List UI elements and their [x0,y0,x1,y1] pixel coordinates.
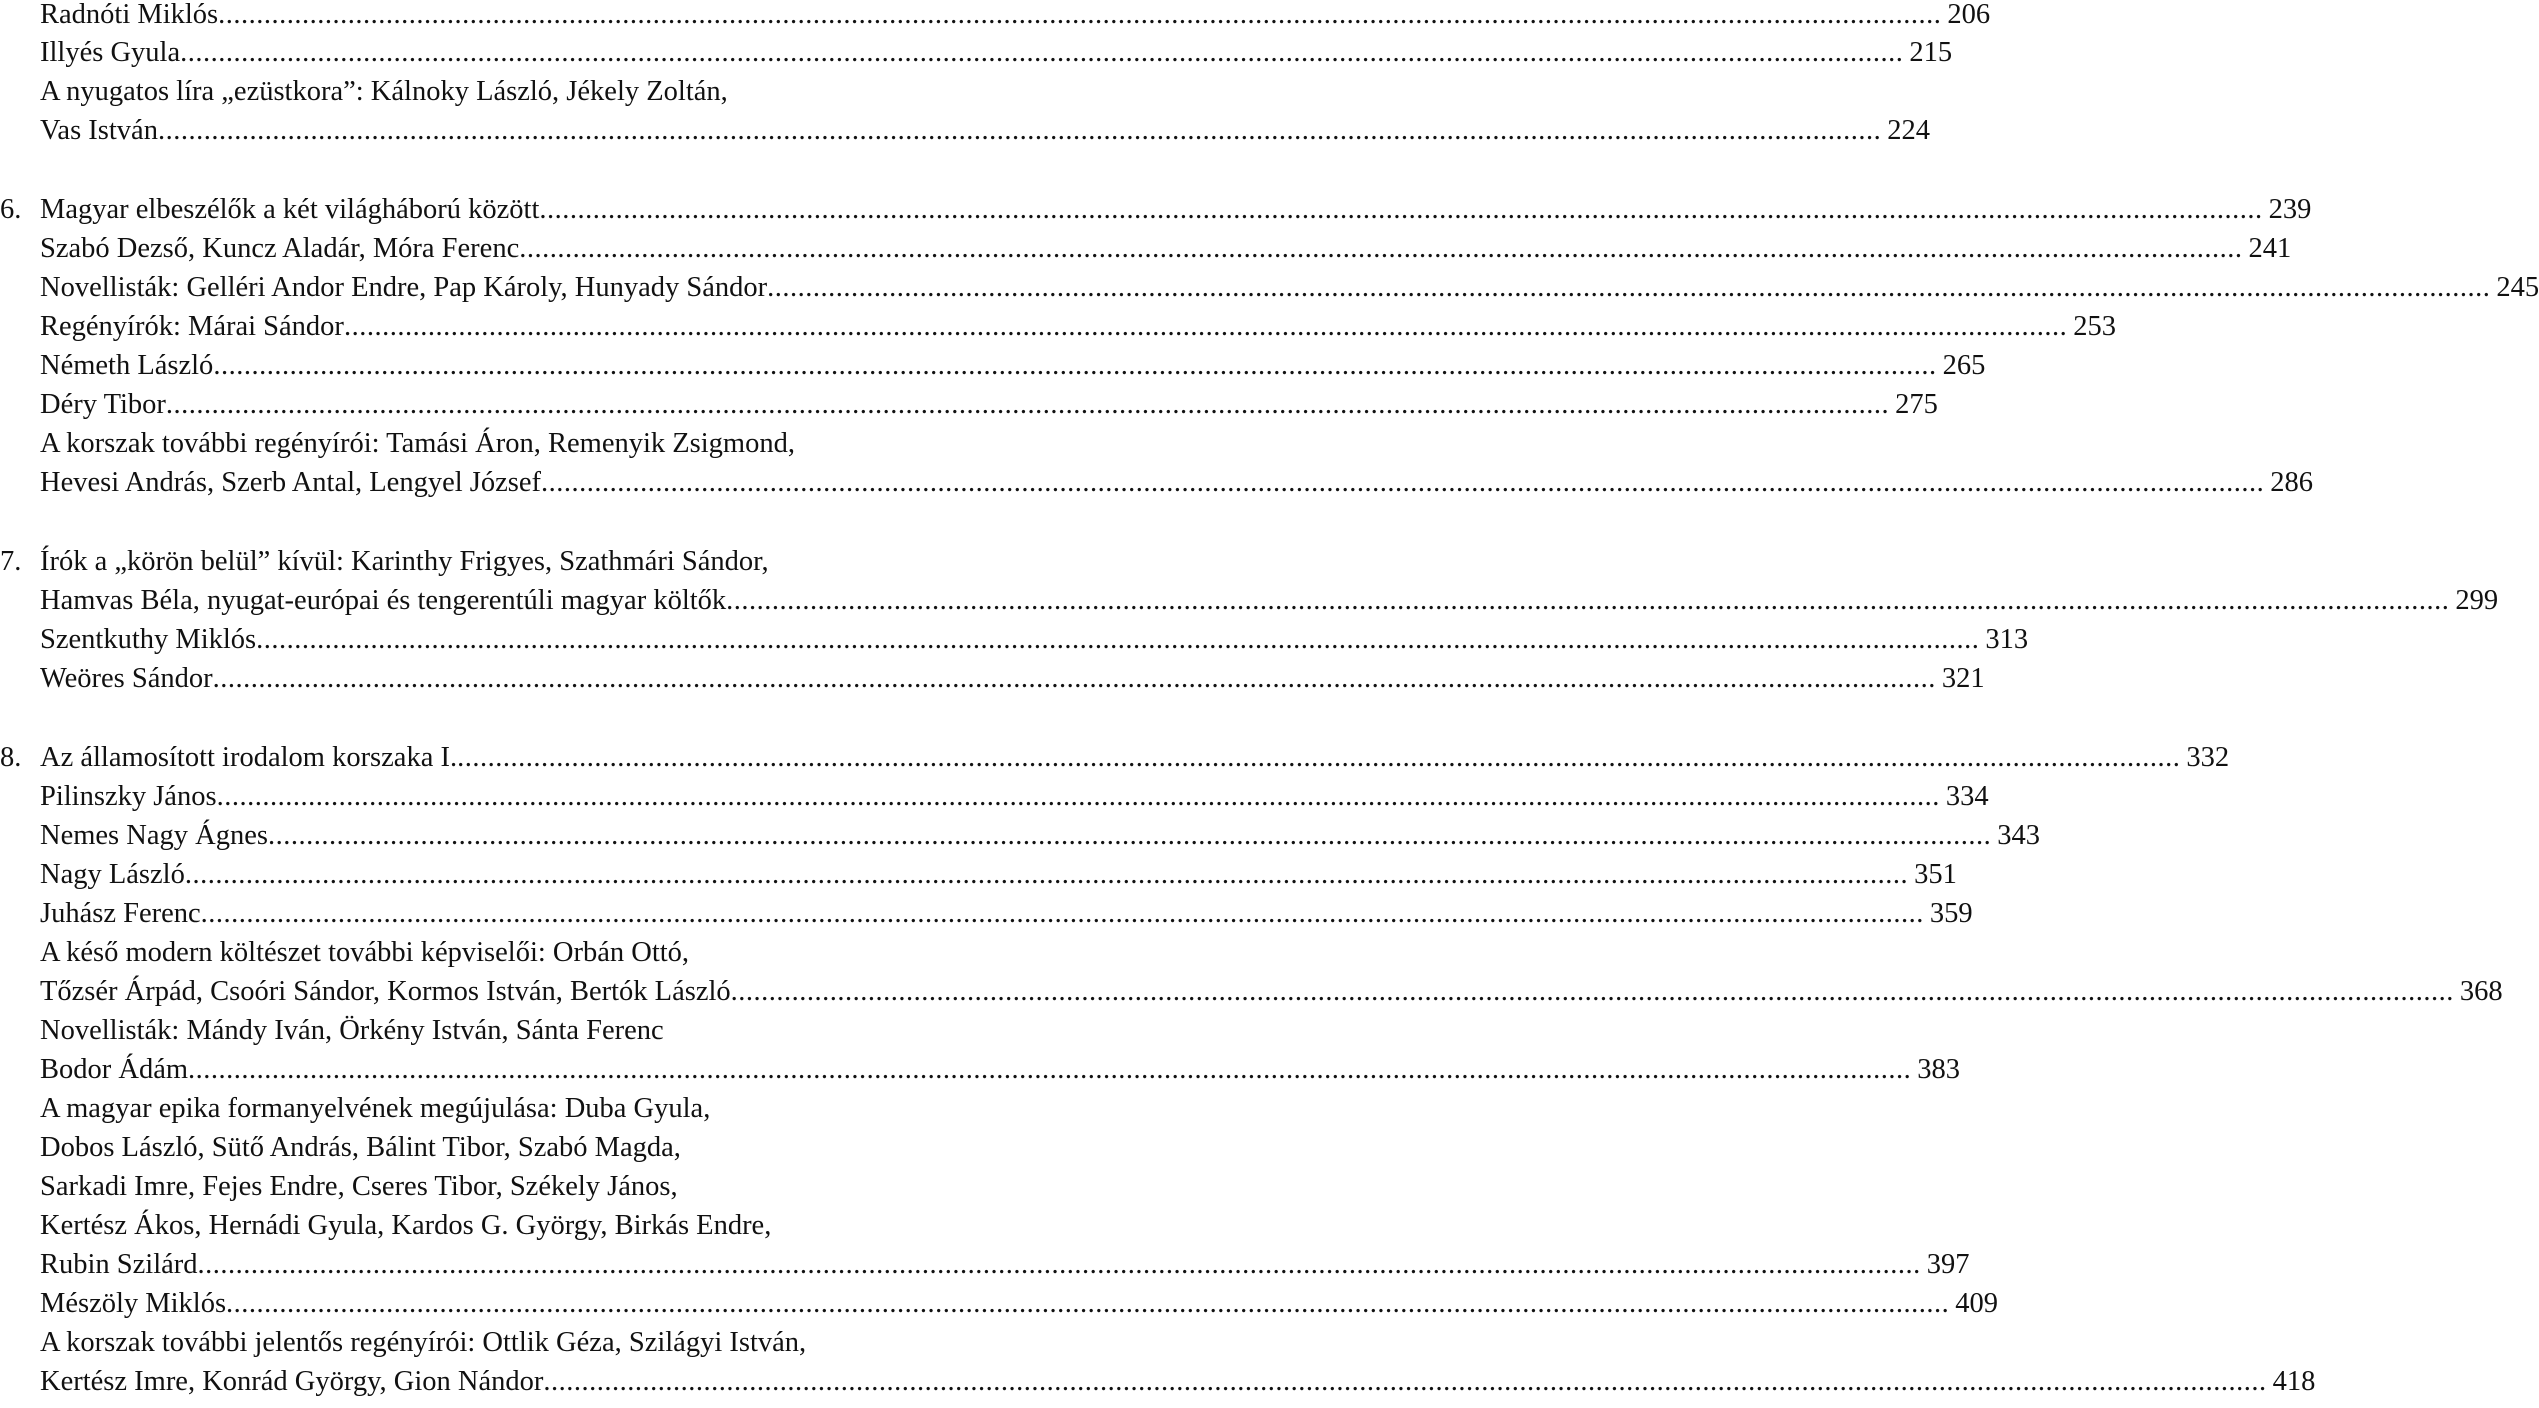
toc-entry [0,972,2503,1012]
page-number: 334 [1945,781,1989,812]
entry-title: Magyar elbeszélők a két világháború között [40,194,540,225]
toc-entry [0,1050,1961,1090]
dot-leader [226,1284,1949,1324]
page-number: 275 [1895,389,1938,420]
dot-leader [217,777,1940,817]
page-number: 299 [2455,585,2499,616]
entry-title: Szentkuthy Miklós [40,624,257,655]
dot-leader [180,33,1903,73]
entry-title: Nagy László [40,859,185,890]
dot-leader [158,111,1881,151]
entry-title: Juhász Ferenc [40,898,201,929]
dot-leader [767,268,2490,308]
page-number: 368 [2459,976,2503,1007]
toc-entry [0,190,2312,230]
page-number: 215 [1909,37,1953,68]
entry-title: Vas István [40,115,158,146]
dot-leader [539,190,2262,230]
toc-entry [0,738,2230,778]
dot-leader [726,581,2449,621]
entry-title: A magyar epika formanyelvének megújulása: Duba Gyula, [40,1093,711,1124]
page-number: 241 [2248,233,2292,264]
entry-title: A késő modern költészet további képviselői: Orbán Ottó, [40,937,690,968]
page-number: 383 [1917,1054,1961,1085]
page-number: 286 [2270,467,2313,498]
entry-title: Bodor Ádám [40,1054,189,1085]
entry-title: Kertész Imre, Konrád György, Gion Nándor [40,1366,544,1397]
page-number: 359 [1929,898,1973,929]
dot-leader [166,385,1889,425]
entry-title: Hevesi András, Szerb Antal, Lengyel József [40,467,541,498]
toc-entry [0,1089,960,1129]
entry-title: Hamvas Béla, nyugat-európai és tengerentúli magyar költők [40,585,727,616]
page-number: 265 [1942,350,1986,381]
page-number: 239 [2268,194,2312,225]
dot-leader [213,346,1936,386]
toc-entry [0,463,2313,503]
page-number: 206 [1947,0,1991,30]
page-number: 351 [1914,859,1957,890]
page-number: 313 [1985,624,2029,655]
entry-title: Rubin Szilárd [40,1249,198,1280]
toc-entry [0,1323,960,1363]
entry-title: Nemes Nagy Ágnes [40,820,268,851]
toc-entry [0,1167,960,1207]
entry-title: Dobos László, Sütő András, Bálint Tibor, Szabó Magda, [40,1132,681,1163]
toc-entry [0,268,2539,308]
toc-entry [0,581,2499,621]
entry-title: Tőzsér Árpád, Csoóri Sándor, Kormos István, Bertók László [40,976,731,1007]
toc-entry [0,1245,1970,1285]
page-number: 224 [1887,115,1930,146]
toc-entry [0,424,960,464]
toc-entry [0,1362,2316,1402]
toc-entry [0,346,1986,386]
page-number: 397 [1926,1249,1970,1280]
toc-entry [0,1284,1999,1324]
entry-title: Radnóti Miklós [40,0,219,30]
entry-title: Novellisták: Gelléri Andor Endre, Pap Károly, Hunyady Sándor [40,272,768,303]
entry-title: Az államosított irodalom korszaka I. [40,742,458,773]
toc-entry [0,933,960,973]
entry-title: Novellisták: Mándy Iván, Örkény István, Sánta Ferenc [40,1015,664,1046]
dot-leader [731,972,2454,1012]
entry-title: Illyés Gyula [40,37,181,68]
toc-entry [0,855,1957,895]
dot-leader [201,894,1924,934]
page-number: 332 [2186,742,2230,773]
toc-entry [0,229,2292,269]
dot-leader [188,1050,1911,1090]
chapter-number: 8. [0,742,22,773]
dot-leader [268,816,1991,856]
dot-leader [185,855,1908,895]
dot-leader [218,0,1941,35]
entry-title: Németh László [40,350,214,381]
dot-leader [344,307,2067,347]
dot-leader [541,463,2264,503]
entry-title: Sarkadi Imre, Fejes Endre, Cseres Tibor, Székely János, [40,1171,678,1202]
toc-entry [0,777,1989,817]
entry-title: A korszak további jelentős regényírói: Ottlik Géza, Szilágyi István, [40,1327,807,1358]
toc-entry [0,620,2029,660]
dot-leader [543,1362,2266,1402]
chapter-number: 7. [0,546,22,577]
page-number: 418 [2272,1366,2316,1397]
toc-entry [0,1128,960,1168]
toc-entry [0,1206,960,1246]
toc-entry [0,307,2116,347]
toc-entry [0,111,1930,151]
toc-entry [0,816,2040,856]
toc-entry [0,894,1973,934]
dot-leader [198,1245,1921,1285]
entry-title: Weöres Sándor [40,663,213,694]
toc-entry [0,659,1985,699]
dot-leader [256,620,1979,660]
entry-title: A nyugatos líra „ezüstkora”: Kálnoky László, Jékely Zoltán, [40,76,728,107]
toc-entry [0,0,1991,35]
dot-leader [213,659,1936,699]
entry-title: Déry Tibor [40,389,166,420]
page-number: 321 [1941,663,1985,694]
dot-leader [519,229,2242,269]
page-number: 409 [1955,1288,1999,1319]
entry-title: A korszak további regényírói: Tamási Áron, Remenyik Zsigmond, [40,428,795,459]
entry-title: Pilinszky János [40,781,217,812]
chapter-number: 6. [0,194,22,225]
dot-leader [457,738,2180,778]
entry-title: Kertész Ákos, Hernádi Gyula, Kardos G. György, Birkás Endre, [40,1210,772,1241]
entry-title: Mészöly Miklós [40,1288,227,1319]
toc-entry [0,385,1938,425]
page-number: 343 [1997,820,2040,851]
toc-entry [0,33,1953,73]
entry-title: Szabó Dezső, Kuncz Aladár, Móra Ferenc [40,233,520,264]
entry-title: Regényírók: Márai Sándor [40,311,344,342]
toc-entry [0,542,960,582]
page-number: 253 [2073,311,2116,342]
entry-title: Írók a „körön belül” kívül: Karinthy Frigyes, Szathmári Sándor, [40,546,769,577]
toc-entry [0,1011,960,1051]
toc-entry [0,72,960,112]
page-number: 245 [2496,272,2539,303]
